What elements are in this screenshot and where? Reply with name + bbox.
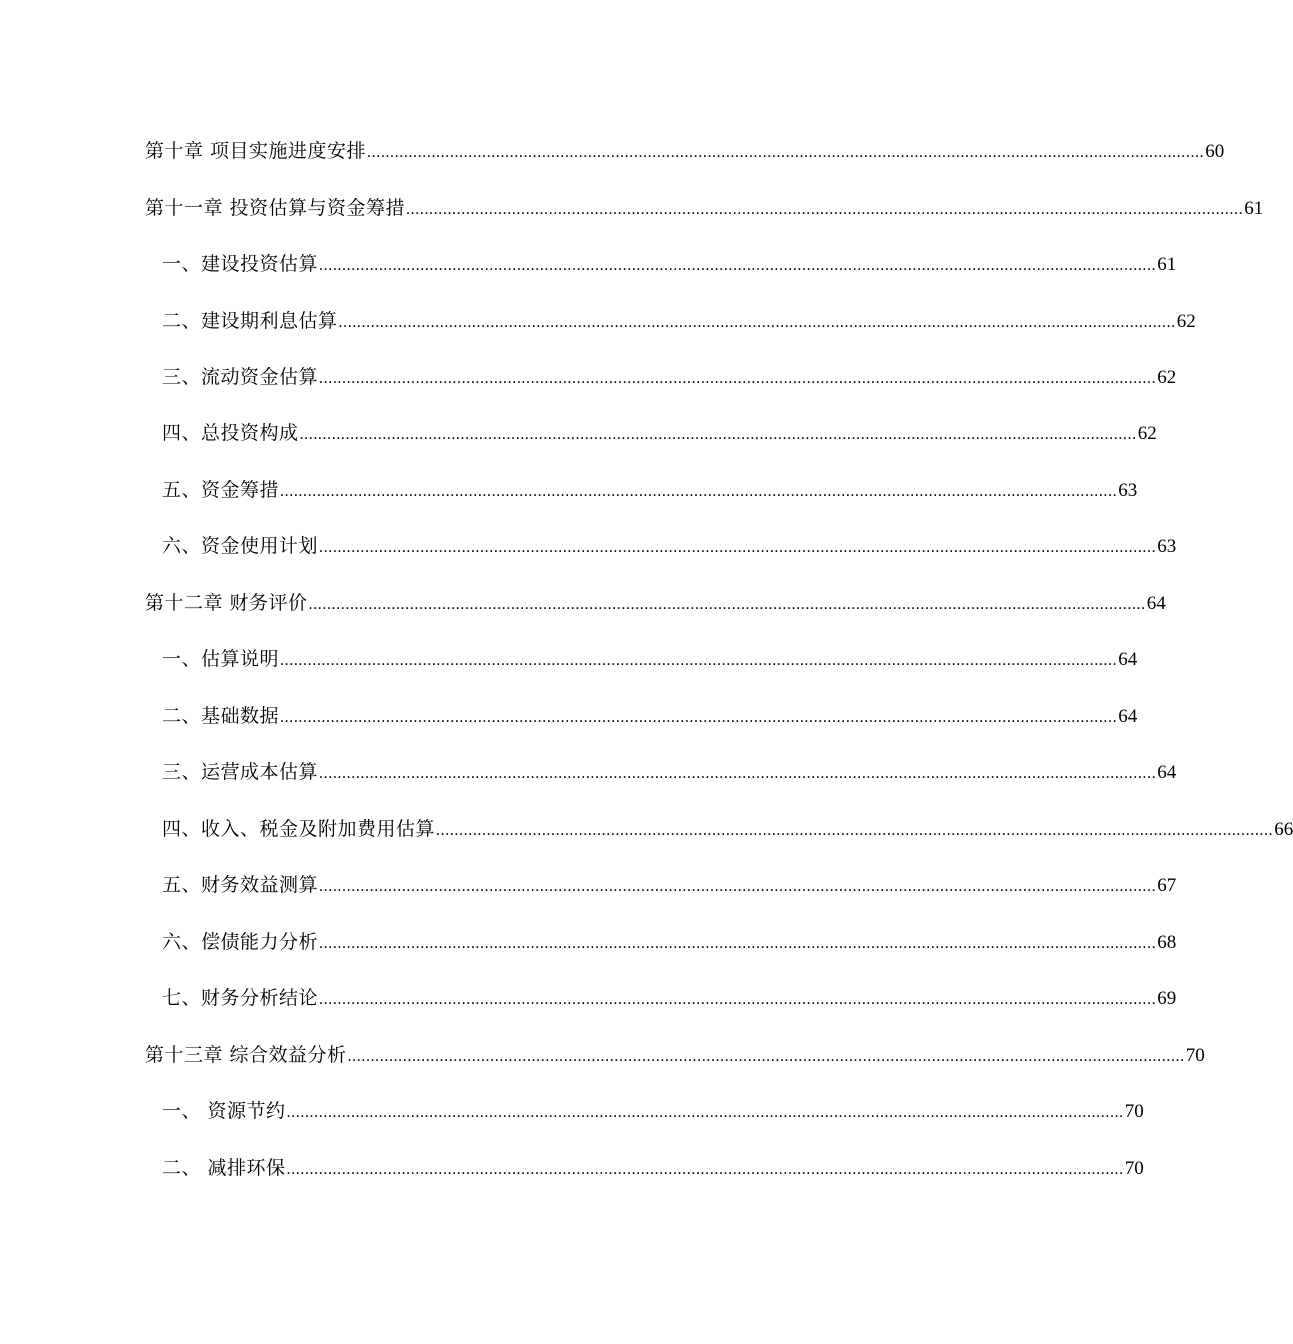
toc-entry-title: 第十二章 财务评价 — [145, 592, 308, 614]
dot-leader: ...................................................................................................................................................................................... — [319, 370, 1157, 387]
dot-leader: ...................................................................................................................................................................................... — [319, 991, 1157, 1008]
toc-entry-section[interactable] — [162, 1154, 1144, 1182]
toc-entry-section[interactable] — [162, 307, 1196, 335]
dot-leader: ...................................................................................................................................................................................... — [338, 314, 1176, 331]
toc-entry-title: 第十三章 综合效益分析 — [145, 1044, 347, 1066]
dot-leader: ...................................................................................................................................................................................... — [280, 709, 1118, 726]
toc-page-number: 62 — [1137, 423, 1157, 444]
toc-entry-title: 三、流动资金估算 — [162, 366, 319, 388]
dot-leader: ...................................................................................................................................................................................... — [319, 539, 1157, 556]
toc-entry-chapter-13[interactable] — [145, 1041, 1205, 1069]
toc-entry-title: 三、运营成本估算 — [162, 761, 319, 783]
toc-entry-section[interactable] — [162, 815, 1293, 843]
toc-entry-section[interactable] — [162, 1097, 1144, 1125]
toc-entry-section[interactable] — [162, 928, 1177, 956]
toc-page-number: 69 — [1157, 988, 1177, 1009]
toc-page-number: 68 — [1157, 932, 1177, 953]
toc-page-number: 67 — [1157, 875, 1177, 896]
toc-page-number: 64 — [1146, 593, 1166, 614]
toc-page-number: 70 — [1124, 1158, 1144, 1179]
toc-page-number: 64 — [1118, 649, 1138, 670]
toc-entry-title: 第十章 项目实施进度安排 — [145, 140, 367, 162]
toc-entry-section[interactable] — [162, 419, 1157, 447]
toc-entry-title: 四、收入、税金及附加费用估算 — [162, 818, 436, 840]
toc-page-number: 62 — [1157, 367, 1177, 388]
toc-entry-section[interactable] — [162, 645, 1138, 673]
toc-entry-title: 六、资金使用计划 — [162, 535, 319, 557]
dot-leader: ...................................................................................................................................................................................... — [308, 596, 1146, 613]
dot-leader: ...................................................................................................................................................................................... — [319, 935, 1157, 952]
toc-page-number: 62 — [1176, 311, 1196, 332]
toc-page-number: 63 — [1118, 480, 1138, 501]
toc-entry-section[interactable] — [162, 758, 1177, 786]
toc-page-number: 61 — [1244, 198, 1264, 219]
toc-page-number: 60 — [1205, 141, 1225, 162]
toc-entry-title: 一、估算说明 — [162, 648, 280, 670]
toc-entry-title: 六、偿债能力分析 — [162, 931, 319, 953]
dot-leader: ...................................................................................................................................................................................... — [319, 257, 1157, 274]
toc-entry-section[interactable] — [162, 363, 1177, 391]
toc-entry-section[interactable] — [162, 871, 1177, 899]
toc-page-number: 66 — [1274, 819, 1293, 840]
toc-entry-title: 二、 减排环保 — [162, 1157, 286, 1179]
toc-entry-section[interactable] — [162, 250, 1177, 278]
dot-leader: ...................................................................................................................................................................................... — [347, 1048, 1185, 1065]
toc-page-number: 64 — [1118, 706, 1138, 727]
toc-entry-title: 四、总投资构成 — [162, 422, 299, 444]
dot-leader: ...................................................................................................................................................................................... — [280, 483, 1118, 500]
dot-leader: ...................................................................................................................................................................................... — [406, 201, 1244, 218]
toc-entry-title: 七、财务分析结论 — [162, 987, 319, 1009]
toc-page-number: 63 — [1157, 536, 1177, 557]
toc-page-number: 70 — [1124, 1101, 1144, 1122]
toc-page-number: 61 — [1157, 254, 1177, 275]
toc-entry-chapter-12[interactable] — [145, 589, 1166, 617]
dot-leader: ...................................................................................................................................................................................... — [286, 1104, 1124, 1121]
dot-leader: ...................................................................................................................................................................................... — [299, 426, 1137, 443]
toc-entry-section[interactable] — [162, 532, 1177, 560]
toc-entry-title: 一、建设投资估算 — [162, 253, 319, 275]
dot-leader: ...................................................................................................................................................................................... — [319, 878, 1157, 895]
toc-entry-title: 一、 资源节约 — [162, 1100, 286, 1122]
toc-entry-title: 第十一章 投资估算与资金筹措 — [145, 197, 406, 219]
dot-leader: ...................................................................................................................................................................................... — [319, 765, 1157, 782]
dot-leader: ...................................................................................................................................................................................... — [286, 1161, 1124, 1178]
toc-entry-title: 五、资金筹措 — [162, 479, 280, 501]
toc-entry-chapter-10[interactable] — [145, 137, 1225, 165]
dot-leader: ...................................................................................................................................................................................... — [280, 652, 1118, 669]
toc-entry-section[interactable] — [162, 476, 1138, 504]
toc-entry-title: 五、财务效益测算 — [162, 874, 319, 896]
toc-entry-title: 二、基础数据 — [162, 705, 280, 727]
dot-leader: ...................................................................................................................................................................................... — [367, 144, 1205, 161]
toc-page-number: 70 — [1185, 1045, 1205, 1066]
toc-page-number: 64 — [1157, 762, 1177, 783]
toc-entry-section[interactable] — [162, 984, 1177, 1012]
toc-entry-title: 二、建设期利息估算 — [162, 310, 338, 332]
toc-entry-chapter-11[interactable] — [145, 194, 1264, 222]
toc-entry-section[interactable] — [162, 702, 1138, 730]
dot-leader: ...................................................................................................................................................................................... — [436, 822, 1274, 839]
